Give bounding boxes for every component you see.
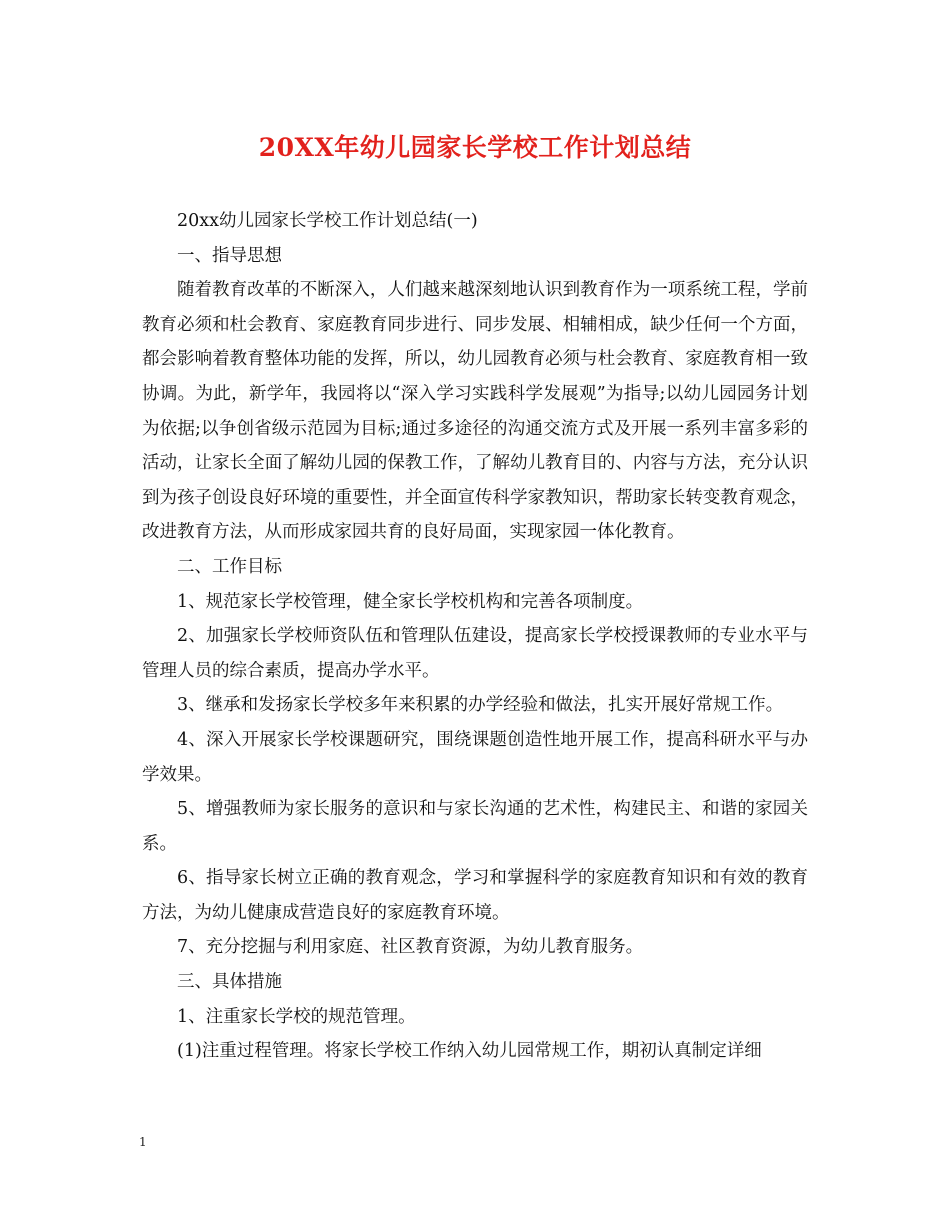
section-heading: 三、具体措施: [177, 972, 282, 993]
document-body: [142, 204, 808, 1069]
section-heading: 二、工作目标: [177, 556, 282, 577]
list-item: 1、规范家长学校管理，健全家长学校机构和完善各项制度。: [177, 591, 644, 612]
document-title: 20XX年幼儿园家长学校工作计划总结: [258, 133, 692, 162]
list-item: 4、深入开展家长学校课题研究，围绕课题创造性地开展工作，提高科研水平与办学效果。: [142, 729, 808, 785]
list-item: 5、增强教师为家长服务的意识和与家长沟通的艺术性，构建民主、和谐的家园关系。: [142, 799, 808, 854]
list-item: 6、指导家长树立正确的教育观念，学习和掌握科学的家庭教育知识和有效的教育方法，为幼儿健康成营造良好的家庭教育环境。: [142, 868, 808, 923]
list-item: 2、加强家长学校师资队伍和管理队伍建设，提高家长学校授课教师的专业水平与管理人员的综合素质，提高办学水平。: [142, 626, 808, 681]
list-item: 3、继承和发扬家长学校多年来积累的办学经验和做法，扎实开展好常规工作。: [177, 695, 784, 716]
list-item: 7、充分挖掘与利用家庭、社区教育资源，为幼儿教育服务。: [177, 937, 644, 958]
paragraph: (1)注重过程管理。将家长学校工作纳入幼儿园常规工作，期初认真制定详细: [177, 1041, 762, 1062]
paragraph: 20xx幼儿园家长学校工作计划总结(一): [177, 211, 478, 231]
page-number: 1: [139, 1135, 147, 1149]
section-heading: 一、指导思想: [177, 245, 282, 266]
list-item: 1、注重家长学校的规范管理。: [177, 1006, 416, 1027]
paragraph: 随着教育改革的不断深入，人们越来越深刻地认识到教育作为一项系统工程，学前教育必须和杜会教育、家庭教育同步进行、同步发展、相辅相成，缺少任何一个方面，都会影响着教育整体功能的发挥，所以，幼儿园教育必须与杜会教育、家庭教育相一致协调。为此，新学年，我园将以“深入学习实践科学发展观”为指导;以幼儿园园务计划为依据;以争创省级示范园为目标;通过多途径的沟通交流方式及开展一系列丰富多彩的活动，让家长全面了解幼儿园的保教工作，了解幼儿教育目的、内容与方法，充分认识到为孩子创设良好环境的重要性，并全面宣传科学家教知识，帮助家长转变教育观念，改进教育方法，从而形成家园共育的良好局面，实现家园一体化教育。: [142, 280, 808, 543]
